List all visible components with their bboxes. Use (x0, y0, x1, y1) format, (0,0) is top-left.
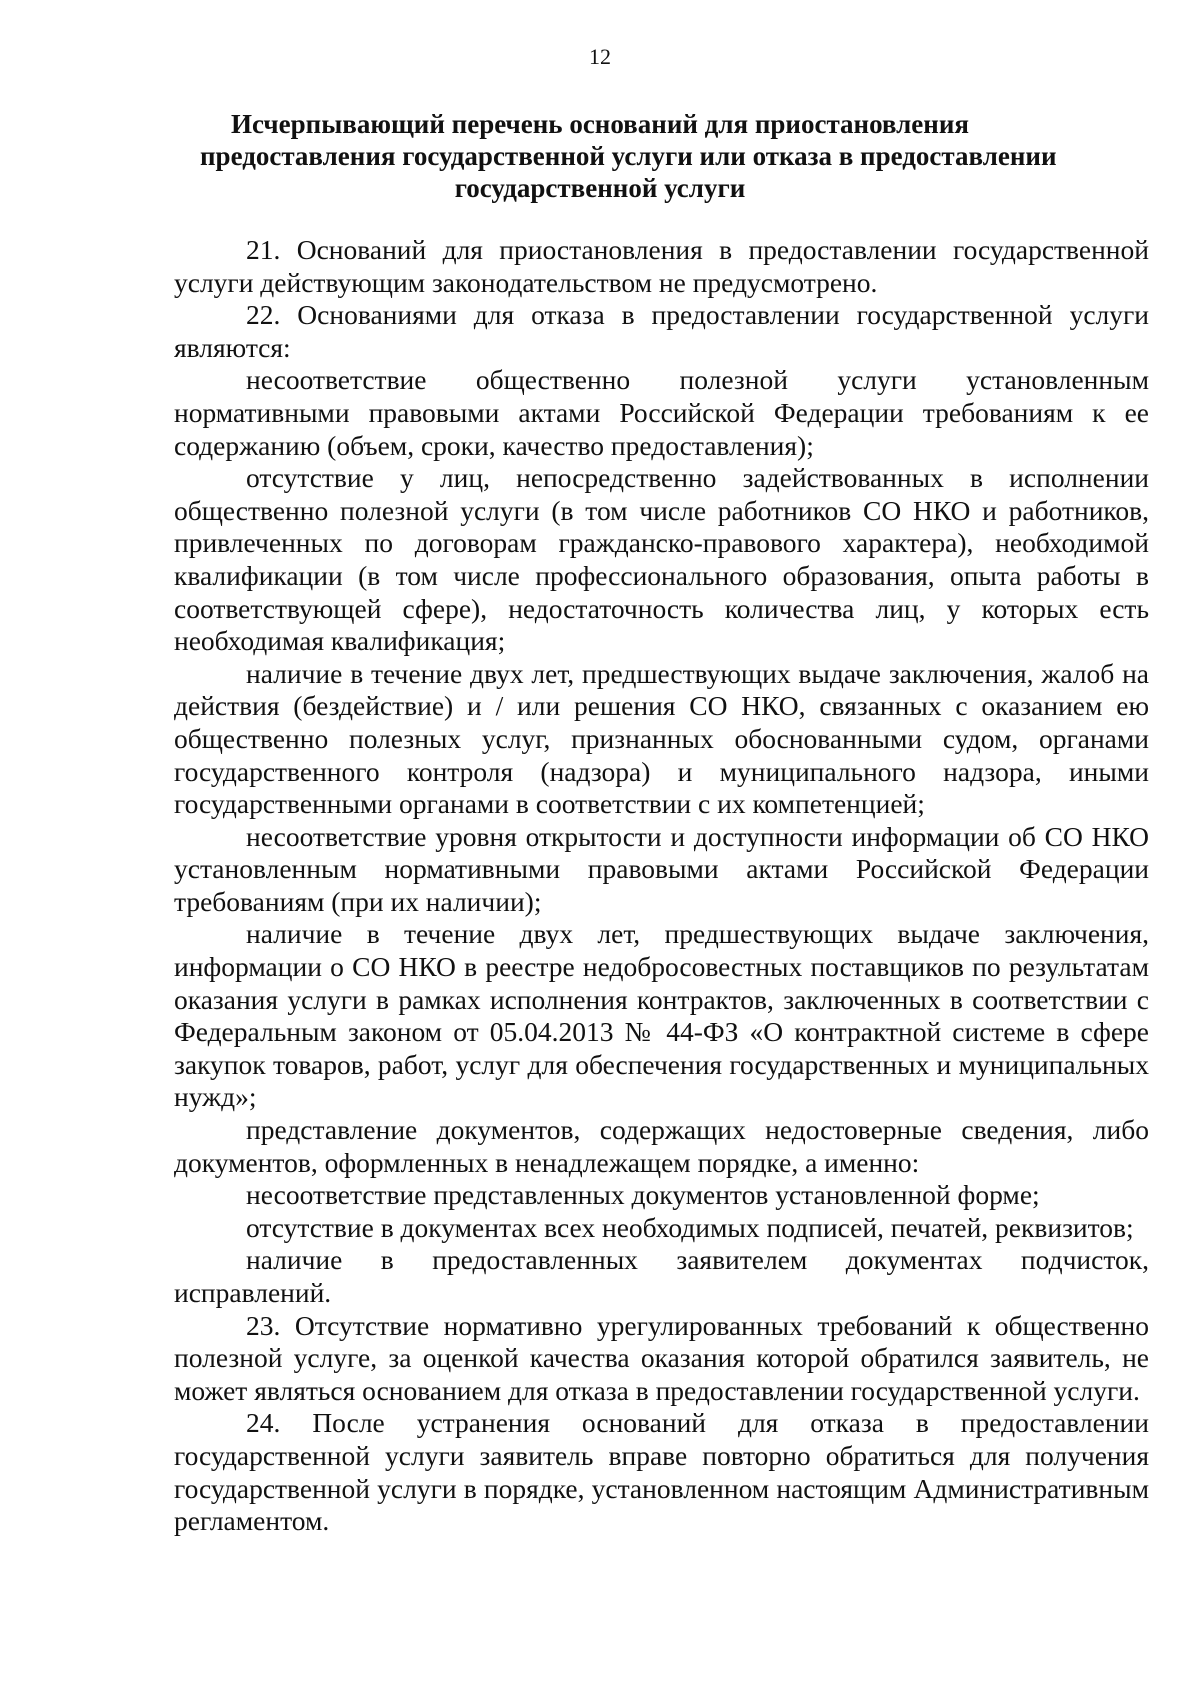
list-item: представление документов, содержащих недостоверные сведения, либо документов, оформленных в ненадлежащем порядке, а именно: (174, 1114, 1149, 1178)
list-item: несоответствие представленных документов установленной форме; (246, 1179, 1040, 1211)
paragraph-23: 23. Отсутствие нормативно урегулированных требований к общественно полезной услуге, за оценкой качества оказания которой обратился заявитель, не может являться основанием для отказа в предоставлении государственной услуги. (174, 1309, 1149, 1406)
heading-line: Исчерпывающий перечень оснований для приостановления (230, 109, 970, 139)
list-item: наличие в течение двух лет, предшествующих выдаче заключения, жалоб на действия (бездействие) и / или решения СО НКО, связанных с оказанием ею общественно полезных услуг, признанных обоснованными судом, органами государственного контроля (надзора) и муниципального надзора, иными государственными органами в соответствии с их компетенцией; (174, 657, 1149, 820)
list-item: отсутствие в документах всех необходимых подписей, печатей, реквизитов; (246, 1211, 1134, 1243)
list-item: несоответствие уровня открытости и доступности информации об СО НКО установленным нормативными правовыми актами Российской Федерации требованиям (при их наличии); (174, 820, 1149, 917)
heading-line: государственной услуги (454, 173, 746, 203)
list-item: отсутствие у лиц, непосредственно задействованных в исполнении общественно полезной услуги (в том числе работников СО НКО и работников, привлеченных по договорам гражданско-правового характера), необходимой квалификации (в том числе профессионального образования, опыта работы в соответствующей сфере), недостаточность количества лиц, у которых есть необходимая квалификация; (174, 462, 1149, 657)
document-body (174, 234, 1149, 1538)
list-item: несоответствие общественно полезной услуги установленным нормативными правовыми актами Российской Федерации требованиям к ее содержанию (объем, сроки, качество предоставления); (174, 364, 1149, 461)
list-item: наличие в предоставленных заявителем документах подчисток, исправлений. (174, 1244, 1149, 1308)
paragraph-22: 22. Основаниями для отказа в предоставлении государственной услуги являются: (174, 299, 1149, 363)
paragraph-21: 21. Оснований для приостановления в предоставлении государственной услуги действующим законодательством не предусмотрено. (174, 234, 1149, 298)
heading-line: предоставления государственной услуги или отказа в предоставлении (200, 141, 1057, 171)
section-heading (200, 108, 1057, 204)
paragraph-24: 24. После устранения оснований для отказа в предоставлении государственной услуги заявитель вправе повторно обратиться для получения государственной услуги в порядке, установленном настоящим Административным регламентом. (174, 1407, 1149, 1537)
list-item: наличие в течение двух лет, предшествующих выдаче заключения, информации о СО НКО в реестре недобросовестных поставщиков по результатам оказания услуги в рамках исполнения контрактов, заключенных в соответствии с Федеральным законом от 05.04.2013 № 44-ФЗ «О контрактной системе в сфере закупок товаров, работ, услуг для обеспечения государственных и муниципальных нужд»; (174, 918, 1149, 1113)
page-number: 12 (589, 44, 611, 69)
